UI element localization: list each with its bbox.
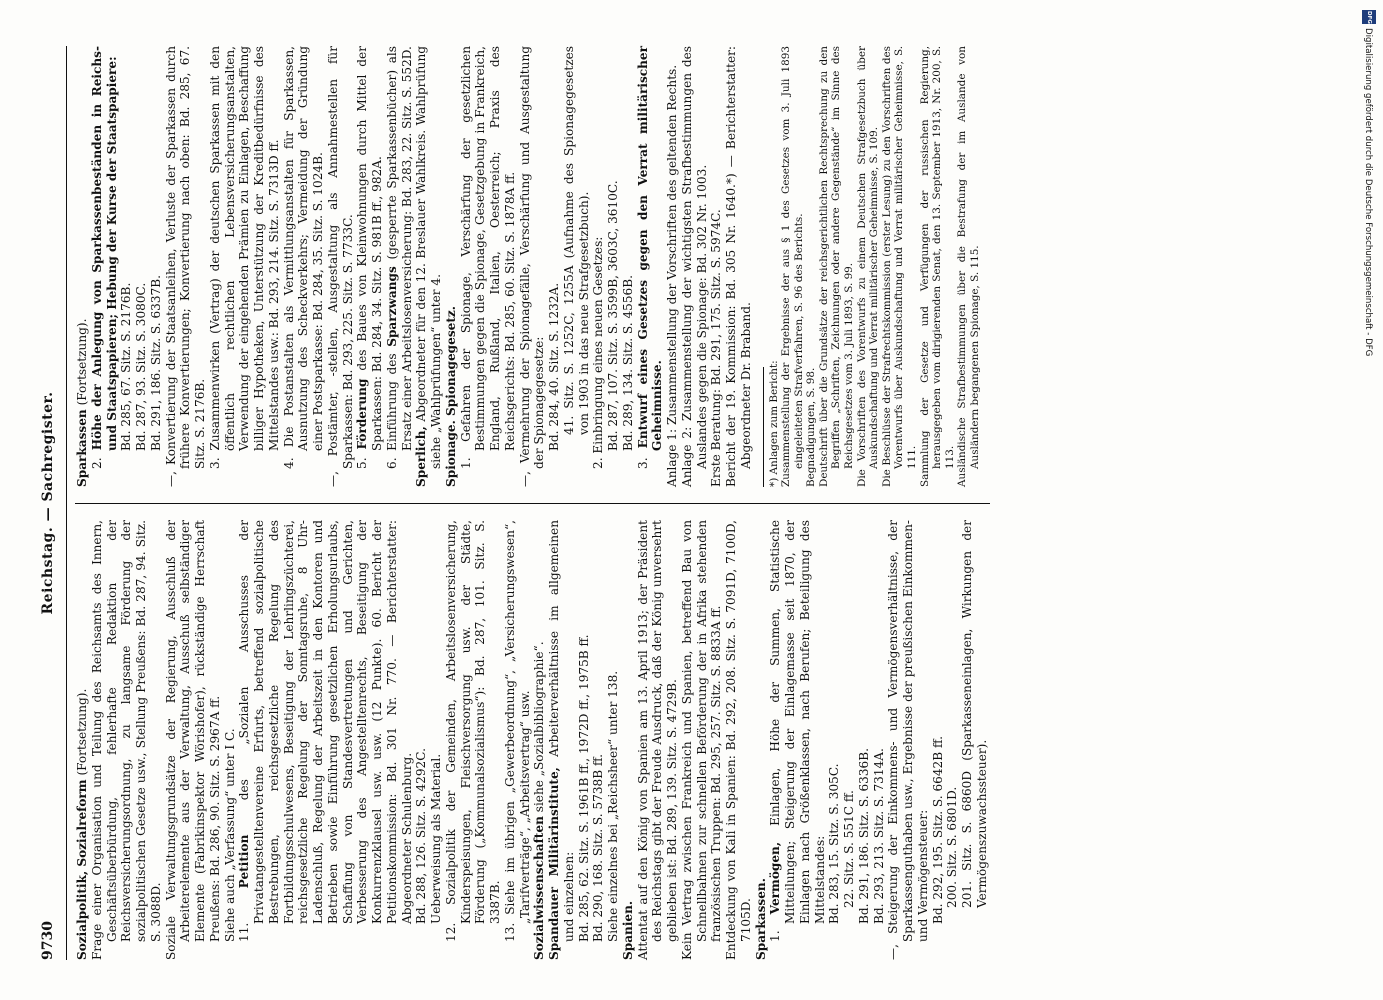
right-column-body bbox=[75, 46, 754, 487]
entry-text: *) Anlagen zum Bericht: bbox=[767, 360, 780, 487]
index-entry bbox=[827, 520, 842, 960]
index-entry bbox=[414, 520, 429, 960]
index-entry bbox=[768, 520, 827, 960]
footnote-entry bbox=[881, 46, 919, 487]
digitization-credit: Digitalisierung gefördert durch die Deutsche Forschungsgemeinschaft - DFG bbox=[1363, 28, 1373, 357]
footnote-rule bbox=[763, 367, 764, 487]
entry-text: Soziale Verwaltungsgrundsätze der Regierung, Ausschluß der Arbeiterelemente aus der Verwaltung, Ausschuß selbständiger Elemente (Fabrikinspektor Wörishofer), rückständige Herrschaft Preußens: Bd. 286, 90. Sitz. S. 2967A ff. bbox=[163, 520, 222, 960]
entry-text: siehe „Sozialbibliographie“. bbox=[532, 641, 547, 817]
dfg-logo: DFG bbox=[1362, 10, 1376, 24]
index-keyword: Sparkassen bbox=[75, 409, 89, 487]
entry-text: Bd. 292, 195. Sitz. S. 6642B ff. bbox=[930, 736, 945, 924]
entry-text: Sammlung der Gesetze und Verfügungen der russischen Regierung, herausgegeben vom dirigierenden Senat, den 13. September 1913, Nr. 200, S. 113. bbox=[918, 46, 956, 487]
index-entry bbox=[547, 46, 562, 487]
entry-text: 3. Zusammenwirken (Vertrag) der deutschen Sparkassen mit den öffentlich rechtlichen Lebensversicherungsanstalten, Verwendung der eingehenden Prämien zu Einlagen, Beschaffung billiger Hypotheken, Unterstützung der Kreditbedürfnisse des Mittelstandes usw.: Bd. 293, 214. Sitz. S. 7313D ff. bbox=[207, 46, 281, 469]
entry-text: Ausländische Strafbestimmungen über die Bestrafung der im Auslande von Ausländern begangenen Spionage, S. 115. bbox=[956, 46, 981, 487]
entry-text: Bd. 291, 186. Sitz. S. 6336B. bbox=[856, 748, 871, 924]
index-entry bbox=[444, 46, 459, 487]
index-entry bbox=[444, 520, 503, 960]
entry-text: Bd. 287, 107. Sitz. S. 3599B, 3603C, 3610C. bbox=[606, 180, 620, 451]
footnote-entry bbox=[818, 46, 856, 487]
footnote bbox=[768, 46, 982, 487]
entry-text: Attentat auf den König von Spanien am 13. April 1913; der Präsident des Reichstags gibt der Freude Ausdruck, daß der König unversehrt geblieben ist: Bd. 289, 139. Sitz. S. 4729B. bbox=[635, 520, 679, 960]
entry-text: —, Vermehrung der Spionagefälle, Verschärfung und Ausgestaltung der Spionagegesetze: bbox=[517, 46, 547, 487]
entry-text: (Fortsetzung). bbox=[75, 318, 89, 410]
index-entry bbox=[90, 46, 120, 487]
index-keyword: Förderung bbox=[355, 378, 370, 450]
index-keyword: Spandauer Militärinstitute, bbox=[547, 767, 561, 960]
index-entry bbox=[931, 520, 946, 960]
footnote-entry bbox=[805, 46, 818, 487]
index-entry bbox=[149, 46, 164, 487]
entry-text: Siehe einzelnes bei „Reichsheer“ unter 138. bbox=[606, 670, 620, 942]
entry-text: 3. bbox=[635, 448, 650, 469]
entry-text: Die Vorschriften des Vorentwurfs zu einem Deutschen Strafgesetzbuch über Auskundschaftung und Verrat militärischer Geheimnisse, S. 109. bbox=[855, 46, 881, 487]
index-entry bbox=[385, 46, 415, 487]
entry-text: 2. Einbringung eines neuen Gesetzes: bbox=[591, 236, 606, 469]
index-keyword: Höhe der Anlegung von Sparkassenbeständen in Reichs- und Staatspapieren; Hebung der Kurse der Staatspapiere: bbox=[89, 46, 119, 451]
entry-text: (gesperrte Sparkassenbücher) als Ersatz einer Arbeitslosenversicherung: Bd. 283, 22. Sitz. S. 552D. bbox=[384, 46, 414, 451]
entry-text: (Fortsetzung). bbox=[75, 688, 89, 780]
running-title: Reichstag. — Sachregister. bbox=[40, 391, 56, 615]
index-entry bbox=[429, 520, 444, 960]
entry-text: Bd. 291, 186. Sitz. S. 6337B. bbox=[148, 275, 163, 451]
index-entry bbox=[164, 520, 223, 960]
entry-text: Bericht der 19. Kommission: Bd. 305 Nr. 1640.*) — Berichterstatter: Abgeordneter Dr. Braband. bbox=[724, 46, 753, 487]
index-keyword: Sparzwangs bbox=[384, 266, 399, 347]
footnote-entry bbox=[919, 46, 957, 487]
entry-text: Bd. 288, 126. Sitz. S. 4292C. bbox=[414, 748, 429, 924]
footnote-entry bbox=[856, 46, 881, 487]
entry-text: Arbeiterverhältnisse im allgemeinen und einzelnen: bbox=[547, 520, 576, 942]
index-entry bbox=[680, 46, 710, 487]
entry-text: Bd. 285, 67. Sitz. S. 2176B. bbox=[119, 282, 134, 451]
footnote-entry bbox=[956, 46, 981, 487]
index-entry bbox=[591, 46, 606, 487]
index-entry bbox=[945, 520, 960, 960]
entry-text: —, Postämter, -stellen, Ausgestaltung als Annahmestellen für Sparkassen: Bd. 293, 225. Sitz. S. 7733C. bbox=[325, 46, 355, 487]
index-entry bbox=[532, 520, 547, 960]
index-entry bbox=[842, 520, 857, 960]
index-entry bbox=[503, 520, 533, 960]
entry-text: Bd. 284, 40. Sitz. S. 1232A. bbox=[547, 282, 561, 451]
index-entry bbox=[577, 520, 592, 960]
header-rule bbox=[66, 46, 67, 960]
index-entry bbox=[724, 520, 754, 960]
entry-text: 11. bbox=[237, 888, 252, 942]
entry-text: Bd. 287, 93. Sitz. S. 3080C. bbox=[134, 282, 148, 451]
index-entry bbox=[547, 520, 577, 960]
entry-text: 13. Siehe im übrigen „Gewerbeordnung“, „Versicherungswesen“, „Tarifverträge“, „Arbeitsvertrag“ usw. bbox=[502, 520, 532, 942]
digitization-note bbox=[1362, 10, 1376, 990]
entry-text: —, Steigerung der Einkommens- und Vermögensverhältnisse, der Sparkassenguthaben usw., Ergebnisse der preußischen Einkommen- und Vermögensteuer: bbox=[886, 520, 930, 960]
entry-text: 5. bbox=[355, 449, 370, 469]
entry-text: Begnadigungen, S. 98. bbox=[805, 367, 818, 487]
index-entry bbox=[680, 520, 724, 960]
index-keyword: Sozialpolitik, Sozialreform bbox=[75, 779, 89, 960]
index-entry bbox=[75, 46, 90, 487]
entry-text: 6. Einführung des bbox=[384, 346, 399, 469]
index-entry bbox=[562, 46, 592, 487]
index-keyword: Sperlich, bbox=[414, 426, 429, 487]
entry-text: 12. Sozialpolitik der Gemeinden, Arbeitslosenversicherung, Kinderspeisungen, Fleischversorgung usw. der Städte, Förderung („Kommunalsozialismus“): Bd. 287, 101. Sitz. S. 3387B. bbox=[443, 520, 502, 942]
entry-text: Anlage 1: Zusammenstellung der Vorschriften des geltenden Rechts. bbox=[665, 64, 679, 487]
index-entry bbox=[459, 46, 518, 487]
footnote-entry bbox=[768, 46, 781, 487]
footnote-entry bbox=[780, 46, 805, 487]
index-entry bbox=[665, 46, 680, 487]
index-entry bbox=[754, 520, 769, 960]
entry-text: Erste Beratung: Bd. 291, 175. Sitz. S. 5974C. bbox=[709, 209, 724, 487]
index-entry bbox=[872, 520, 887, 960]
index-keyword: Entwurf eines Gesetzes gegen den Verrat militärischer Geheimnisse. bbox=[635, 46, 665, 451]
page-header bbox=[40, 46, 66, 960]
entry-text: 201. Sitz. S. 6860D (Sparkasseneinlagen, Wirkungen der Vermögenszuwachssteuer). bbox=[960, 520, 989, 908]
entry-text: —, Konvertierung der Staatsanleihen, Verluste der Sparkassen durch frühere Konvertierungen; Konvertierung nach oben: Bd. 285, 67. Sitz. S. 2176B. bbox=[163, 46, 207, 487]
index-entry bbox=[237, 520, 414, 960]
index-entry bbox=[75, 520, 90, 960]
index-entry bbox=[886, 520, 930, 960]
entry-text: 1. Gefahren der Spionage, Verschärfung der gesetzlichen Bestimmungen gegen die Spionage, Gesetzgebung in Frankreich, England, Rußland, Italien, Oesterreich; Praxis des Reichsgerichts: Bd. 285, 60. Sitz. S. 1878A ff. bbox=[458, 46, 517, 469]
index-entry bbox=[606, 46, 621, 487]
entry-text: Siehe auch „Verfassung“ unter I C. bbox=[222, 728, 237, 942]
entry-text: Ueberweisung als Material. bbox=[429, 753, 443, 924]
index-entry bbox=[164, 46, 208, 487]
entry-text: Anlage 2: Zusammenstellung der wichtigsten Strafbestimmungen des Auslandes gegen die Spionage: Bd. 302 Nr. 1003. bbox=[679, 46, 709, 487]
index-entry bbox=[621, 520, 636, 960]
index-keyword: Petition bbox=[237, 834, 252, 889]
entry-text: Abgeordneter für den 12. Breslauer Wahlkreis. Wahlprüfung siehe „Wahlprüfungen“ unter 4. bbox=[414, 46, 443, 469]
entry-text: des Baues von Kleinwohnungen durch Mittel der Sparkassen: Bd. 284, 34. Sitz. S. 981B ff., 982A. bbox=[355, 46, 384, 451]
index-entry bbox=[282, 46, 326, 487]
index-keyword: Spanien. bbox=[620, 900, 635, 960]
index-entry bbox=[636, 46, 666, 487]
index-keyword: Sozialwissenschaften bbox=[532, 816, 547, 960]
entry-text: Die Beschlüsse der Strafrechtskommission (erster Lesung) zu den Vorschriften des Vorentwurfs über Auskundschaftung und Verrat militärischer Geheimnisse, S. 111. bbox=[880, 46, 919, 487]
index-entry bbox=[134, 46, 149, 487]
index-entry bbox=[119, 46, 134, 487]
entry-text: Bd. 283, 15. Sitz. S. 305C. bbox=[827, 763, 842, 924]
entry-text: Bd. 290, 168. Sitz. S. 5738B ff. bbox=[591, 754, 606, 942]
right-column bbox=[75, 46, 990, 503]
entry-text: 22. Sitz. S. 551C ff. bbox=[842, 790, 856, 908]
entry-text: des „Sozialen Ausschusses der Privatangestelltenvereine Erfurts, betreffend sozialpolitische Bestrebungen, reichsgesetzliche Regelung des Fortbildungsschulwesens, Beseitigung der Lehrlingszüchterei, reichsgesetzliche Regelung der Sonntagsruhe, 8 Uhr-Ladenschluß, Regelung der Arbeitszeit in den Kontoren und Betrieben sowie Einführung gesetzlichen Erholungsurlaubs, Schaffung von Standesvertretungen und Gerichten, Verbesserung des Angestelltenrechts, Beseitigung der Konkurrenzklausel usw. usw. (12 Punkte). 60. Bericht der Petitionskommission: Bd. 301 Nr. 770. — Berichterstatter: Abgeordneter Schulenburg. bbox=[237, 519, 414, 924]
index-entry bbox=[591, 520, 606, 960]
index-entry bbox=[208, 46, 282, 487]
entry-text: 4. Die Postanstalten als Vermittlungsanstalten für Sparkassen, Ausnutzung des Scheckverkehrs; Vermeidung der Gründung einer Postsparkasse: Bd. 284, 35. Sitz. S. 1024B. bbox=[281, 46, 325, 469]
text-columns bbox=[75, 46, 990, 960]
index-entry bbox=[355, 46, 385, 487]
entry-text: Entdeckung von Kali in Spanien: Bd. 292, 208. Sitz. S. 7091D, 7100D, 7105D. bbox=[724, 520, 753, 960]
index-entry bbox=[606, 520, 621, 960]
entry-text: Bd. 289, 134. Sitz. S. 4556B. bbox=[620, 275, 635, 451]
index-entry bbox=[326, 46, 356, 487]
index-keyword: Spionage. Spionagegesetz. bbox=[443, 306, 458, 487]
entry-text: Deutschrift über die Grundsätze der reichsgerichtlichen Rechtsprechung zu den Begriffen „Schriften, Zeichnungen oder andere Gegenstände“ im Sinne des Reichsgesetzes vom 3. Juli 1893, S. 99. bbox=[817, 46, 856, 487]
index-entry bbox=[621, 46, 636, 487]
index-entry bbox=[857, 520, 872, 960]
index-entry bbox=[518, 46, 548, 487]
entry-text: Einlagen, Höhe der Summen, Statistische Mitteilungen; Steigerung der Einlagemasse seit 1870, der Einlagen nach Größenklassen, nach Berufen; Beteiligung des Mittelstandes: bbox=[768, 519, 827, 924]
entry-text: 1. bbox=[768, 914, 783, 942]
index-entry bbox=[90, 520, 164, 960]
entry-text: Bd. 293, 213. Sitz. S. 7314A. bbox=[871, 748, 886, 924]
page-number: 9730 bbox=[40, 921, 56, 960]
index-entry bbox=[709, 46, 724, 487]
left-column bbox=[75, 503, 990, 960]
entry-text: Zusammenstellung der Ergebnisse der aus § 1 des Gesetzes vom 3. Juli 1893 eingeleiteten Strafverfahren, S. 96 des Berichts. bbox=[780, 46, 805, 487]
entry-text: Kein Vertrag zwischen Frankreich und Spanien, betreffend Bau von Schnellbahnen zur schnellen Beförderung der in Afrika stehenden französischen Truppen: Bd. 295, 257. Sitz. S. 8833A ff. bbox=[679, 520, 724, 960]
entry-text: Frage einer Organisation und Teilung des Reichsamts des Innern, Geschäftsüberbürdung, fehlerhafte Redaktion der Reichsversicherungsordnung, zu langsame Förderung der sozialpolitischen Gesetze usw., Stellung Preußens: Bd. 287, 94. Sitz. S. 3088D. bbox=[89, 520, 163, 960]
index-keyword: Sparkassen. bbox=[753, 878, 768, 960]
index-entry bbox=[414, 46, 444, 487]
index-entry bbox=[960, 520, 990, 960]
index-entry bbox=[636, 520, 680, 960]
index-entry bbox=[724, 46, 754, 487]
entry-text: 200. Sitz. S. 6801D. bbox=[945, 786, 960, 908]
entry-text: 41. Sitz. S. 1252C, 1255A (Aufnahme des Spionagegesetzes von 1903 in das neue Strafgesetzbuch). bbox=[561, 46, 591, 435]
entry-text: Bd. 285, 62. Sitz. S. 1961B ff., 1972D ff., 1975B ff. bbox=[576, 634, 591, 942]
entry-text: 2. bbox=[89, 450, 104, 469]
index-keyword: Vermögen, bbox=[768, 841, 783, 915]
index-entry bbox=[223, 520, 238, 960]
